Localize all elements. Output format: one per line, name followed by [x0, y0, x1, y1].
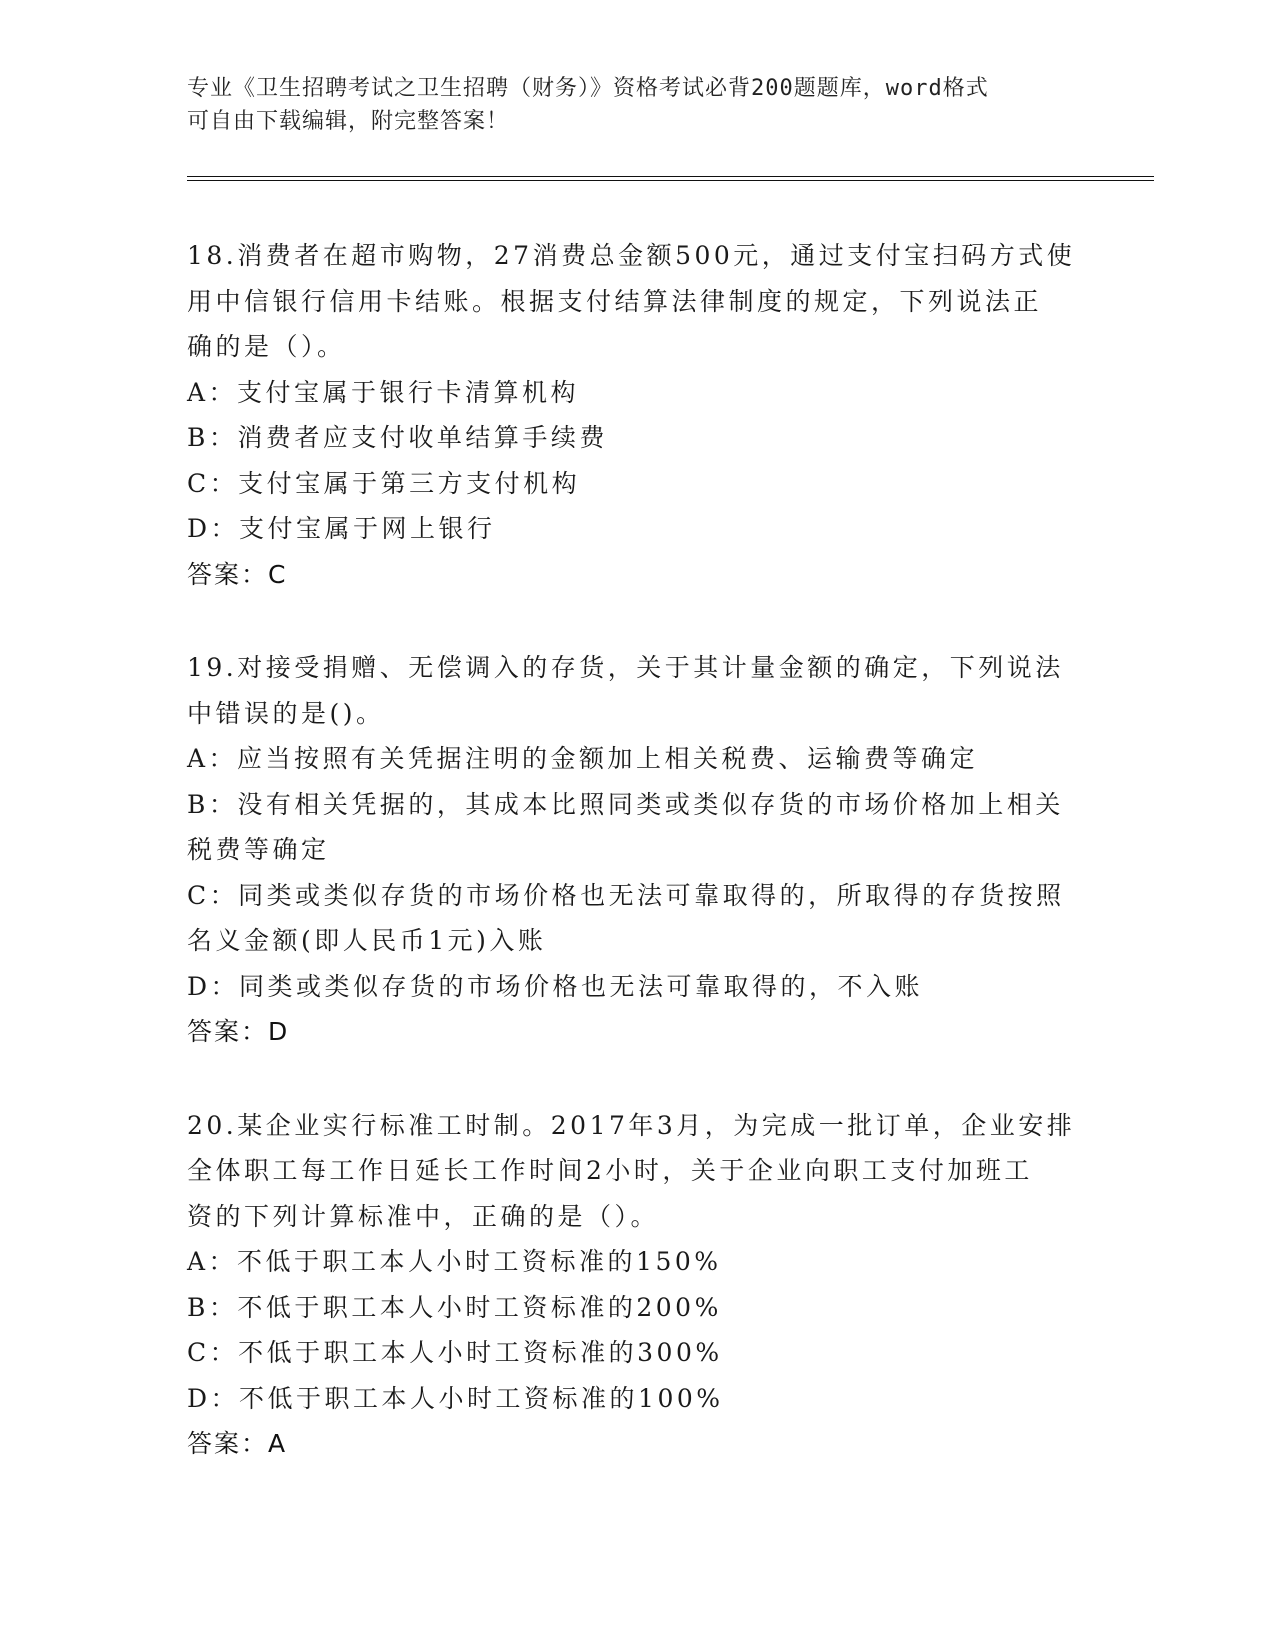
option-b: B：没有相关凭据的，其成本比照同类或类似存货的市场价格加上相关: [187, 789, 1064, 819]
option-b: B：不低于职工本人小时工资标准的200%: [187, 1292, 722, 1322]
document-header: [187, 72, 1087, 138]
option-c: C：不低于职工本人小时工资标准的300%: [187, 1338, 723, 1367]
option-a: A：不低于职工本人小时工资标准的150%: [187, 1247, 722, 1276]
answer-line: 答案：D: [187, 1017, 290, 1046]
question-stem-line: 中错误的是()。: [187, 698, 385, 728]
option-d: D：支付宝属于网上银行: [187, 514, 496, 543]
question-19: [187, 645, 1087, 1055]
option-d: D：不低于职工本人小时工资标准的100%: [187, 1383, 724, 1413]
option-c: C：支付宝属于第三方支付机构: [187, 468, 581, 498]
header-line: 可自由下载编辑，附完整答案！: [187, 109, 510, 134]
option-d: D：同类或类似存货的市场价格也无法可靠取得的，不入账: [187, 971, 924, 1001]
question-18: [187, 233, 1087, 597]
question-stem-line: 确的是（）。: [187, 332, 346, 361]
question-stem-line: 19.对接受捐赠、无偿调入的存货，关于其计量金额的确定，下列说法: [187, 653, 1064, 682]
option-c-continued: 名义金额(即人民币1元)入账: [187, 926, 547, 955]
header-divider: [187, 176, 1154, 181]
question-list: [187, 233, 1087, 1515]
option-b-continued: 税费等确定: [187, 835, 330, 864]
answer-line: 答案：C: [187, 559, 288, 589]
question-20: [187, 1103, 1087, 1467]
option-a: A：支付宝属于银行卡清算机构: [187, 377, 580, 407]
header-line: 专业《卫生招聘考试之卫生招聘（财务）》资格考试必背200题题库，word格式: [187, 76, 989, 101]
option-c: C：同类或类似存货的市场价格也无法可靠取得的，所取得的存货按照: [187, 880, 1065, 910]
option-b: B：消费者应支付收单结算手续费: [187, 423, 608, 452]
question-stem-line: 18.消费者在超市购物，27消费总金额500元，通过支付宝扫码方式使: [187, 241, 1076, 270]
question-stem-line: 全体职工每工作日延长工作时间2小时，关于企业向职工支付加班工: [187, 1156, 1033, 1185]
option-a: A：应当按照有关凭据注明的金额加上相关税费、运输费等确定: [187, 744, 979, 773]
answer-line: 答案：A: [187, 1429, 288, 1458]
question-stem-line: 20.某企业实行标准工时制。2017年3月，为完成一批订单，企业安排: [187, 1110, 1076, 1140]
question-stem-line: 资的下列计算标准中，正确的是（）。: [187, 1201, 660, 1231]
question-stem-line: 用中信银行信用卡结账。根据支付结算法律制度的规定，下列说法正: [187, 286, 1043, 316]
